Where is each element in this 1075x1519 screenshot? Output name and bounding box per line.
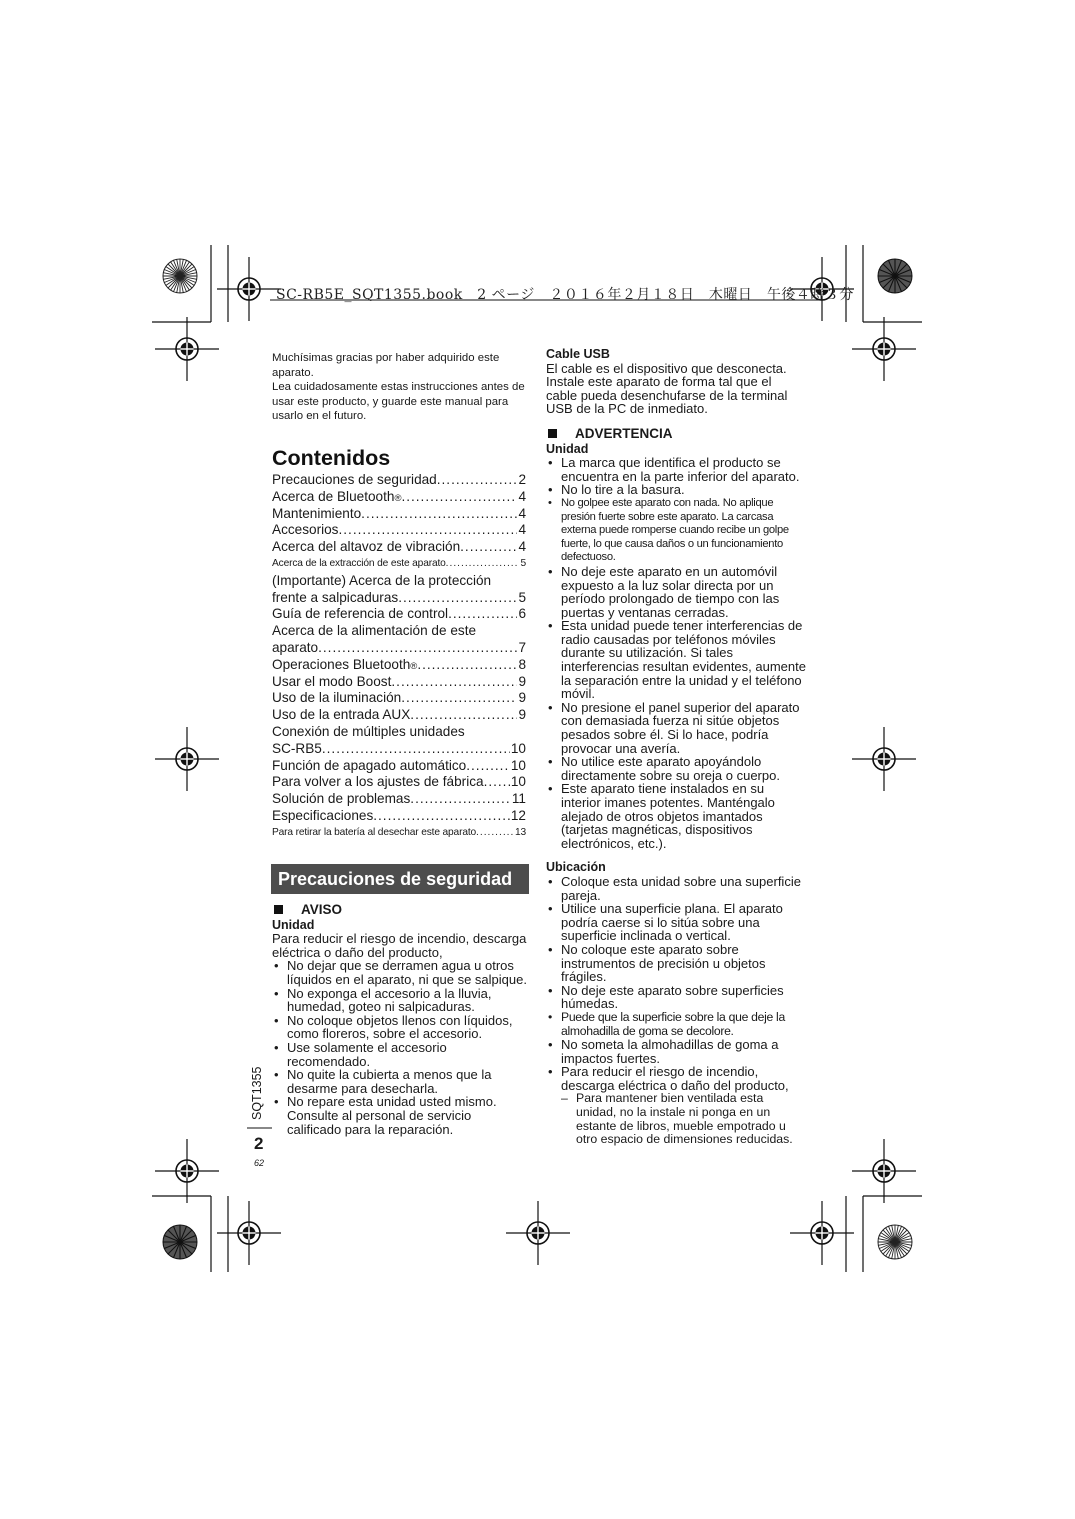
toc-entry-page: 8 [518, 656, 526, 672]
toc-leader-dots [373, 809, 510, 823]
toc-entry-page: 5 [520, 557, 526, 569]
toc-entry [272, 624, 526, 641]
toc-leader-dots [401, 490, 517, 504]
toc-entry [272, 523, 526, 540]
toc-entry-page: 10 [510, 740, 526, 756]
aviso-section [272, 903, 527, 1136]
toc-entry-page: 9 [518, 673, 526, 689]
toc-entry [272, 557, 526, 574]
toc-entry-label: Usar el modo Boost [272, 673, 392, 689]
toc-entry-page: 13 [514, 826, 526, 838]
square-bullet-icon [548, 429, 557, 438]
toc-entry [272, 658, 526, 675]
toc-entry-label: Operaciones Bluetooth [272, 656, 411, 672]
list-item: • Para reducir el riesgo de incendio, descarga eléctrica o daño del producto, [546, 1065, 806, 1092]
registered-mark: ® [394, 492, 402, 504]
toc-entry [272, 725, 526, 742]
toc-entry-page: 9 [518, 707, 526, 723]
ubicacion-dash-list [546, 1092, 806, 1146]
contents-title: Contenidos [272, 446, 391, 470]
toc-entry-label: Función de apagado automático [272, 757, 467, 773]
toc-leader-dots [410, 708, 517, 722]
toc-entry-page: 10 [510, 774, 526, 790]
toc-entry-label: Para volver a los ajustes de fábrica [272, 774, 484, 790]
list-item: • Utilice una superficie plana. El aparato podría caerse si lo sitúa sobre una superficie inclinada o vertical. [546, 902, 806, 943]
toc-entry-label: Precauciones de seguridad [272, 472, 437, 487]
toc-entry-label: Uso de la entrada AUX [272, 707, 411, 723]
list-item: • No lo tire a la basura. [546, 483, 806, 497]
list-item: • No quite la cubierta a menos que la desarme para desecharla. [272, 1068, 527, 1095]
aviso-lead: Para reducir el riesgo de incendio, descarga eléctrica o daño del producto, [272, 931, 527, 960]
toc-leader-dots [398, 591, 517, 605]
toc-entry [272, 775, 526, 792]
toc-leader-dots [338, 523, 517, 537]
toc-entry-label: Acerca de Bluetooth [272, 488, 395, 504]
advertencia-list [546, 456, 806, 850]
list-item: • Este aparato tiene instalados en su interior imanes potentes. Manténgalo alejado de otros objetos imantados (tarjetas magnéticas, dispositivos electrónicos, etc.). [546, 782, 806, 850]
toc-entry-label: Acerca de la extracción de este aparato [272, 557, 446, 569]
toc-entry [272, 607, 526, 624]
square-bullet-icon [274, 905, 283, 914]
toc-entry-label: Accesorios [272, 522, 339, 538]
toc-entry-label: Acerca del altavoz de vibración [272, 539, 461, 555]
toc-leader-dots [361, 507, 517, 521]
aviso-sub: Unidad [272, 917, 315, 932]
list-item: • No utilice este aparato apoyándolo directamente sobre su oreja o cuerpo. [546, 755, 806, 782]
toc-entry [272, 540, 526, 557]
list-item: • No presione el panel superior del aparato con demasiada fuerza ni sitúe objetos pesados sobre él. Si lo hace, podría provocar una avería. [546, 701, 806, 755]
toc-leader-dots [446, 557, 520, 571]
toc-entry-label: Especificaciones [272, 807, 374, 823]
intro-thanks: Muchísimas gracias por haber adquirido este aparato. [272, 352, 500, 379]
toc-entry-label: Conexión de múltiples unidades [272, 723, 465, 739]
usb-heading: Cable USB [546, 347, 610, 361]
usb-text: El cable es el dispositivo que desconecta. Instale este aparato de forma tal que el cable pueda desenchufarse de la terminal USB de la PC de inmediato. [546, 360, 788, 417]
toc-entry-page: 12 [510, 807, 526, 823]
toc-entry [272, 490, 526, 507]
toc-entry [272, 507, 526, 524]
list-item: • No golpee este aparato con nada. No aplique presión fuerte sobre este aparato. La carcasa externa puede romperse cuando recibe un golpe fuerte, lo que causa daños o un funcionamiento defectuoso. [546, 497, 806, 565]
document-code: SQT1355 [250, 1066, 264, 1120]
intro-instructions: Lea cuidadosamente estas instrucciones antes de usar este producto, y guarde este manual para usarlo en el futuro. [272, 381, 525, 423]
toc-entry-label: Acerca de la alimentación de este [272, 623, 477, 639]
list-item: • No deje este aparato en un automóvil expuesto a la luz solar directa por un período prolongado de tiempo con las puertas y ventanas cerradas. [546, 565, 806, 619]
toc-entry-page: 4 [518, 488, 526, 504]
toc-entry-page: 10 [510, 757, 526, 773]
toc-leader-dots [410, 792, 511, 806]
toc-leader-dots [318, 641, 517, 655]
toc-entry-label: SC-RB5 [272, 740, 322, 756]
toc-entry-page: 4 [518, 505, 526, 521]
toc-leader-dots [417, 658, 517, 672]
toc-entry-page: 7 [518, 639, 526, 655]
toc-entry-label: Mantenimiento [272, 505, 362, 521]
ubicacion-list [546, 875, 806, 1093]
toc-leader-dots [401, 691, 517, 705]
toc-leader-dots [466, 759, 510, 773]
toc-entry-page: 6 [518, 606, 526, 622]
list-item: – Para mantener bien ventilada esta unidad, no la instale ni ponga en un estante de libros, mueble empotrado u otro espacio de dimensiones reducidas. [546, 1092, 806, 1146]
list-item: • No coloque este aparato sobre instrumentos de precisión u objetos frágiles. [546, 943, 806, 984]
toc-leader-dots [322, 742, 510, 756]
list-item: • Esta unidad puede tener interferencias de radio causadas por teléfonos móviles durante su utilización. Si tales interferencias resultan evidentes, aumente la separación entre la unidad y el teléfono móvil. [546, 619, 806, 701]
toc-entry [272, 759, 526, 776]
toc-entry [272, 473, 526, 490]
list-item: • Puede que la superficie sobre la que deje la almohadilla de goma se decolore. [546, 1011, 806, 1038]
print-header: SC-RB5E_SQT1355.book 2 ページ ２０１６年２月１８日 木曜日 午後４時３分 [276, 287, 854, 303]
toc-leader-dots [476, 826, 514, 840]
toc-leader-dots [437, 473, 518, 487]
toc-entry [272, 591, 526, 608]
sheet-number: 62 [254, 1158, 265, 1168]
ubicacion-heading: Ubicación [546, 860, 606, 875]
toc-leader-dots [448, 607, 517, 621]
toc-entry-page: 9 [518, 690, 526, 706]
toc-entry-label: Para retirar la batería al desechar este aparato [272, 826, 477, 838]
registered-mark: ® [410, 660, 418, 672]
list-item: • No repare esta unidad usted mismo. Consulte al personal de servicio calificado para la reparación. [272, 1095, 527, 1136]
toc-leader-dots [484, 775, 510, 789]
toc-entry-label: (Importante) Acerca de la protección [272, 572, 492, 588]
toc-leader-dots [460, 540, 517, 554]
list-item: • No coloque objetos llenos con líquidos, como floreros, sobre el accesorio. [272, 1014, 527, 1041]
toc-entry-page: 4 [518, 539, 526, 555]
toc-entry-label: Solución de problemas [272, 791, 411, 807]
right-column [546, 348, 806, 1147]
toc-entry [272, 574, 526, 591]
list-item: • Use solamente el accesorio recomendado. [272, 1041, 527, 1068]
list-item: • No dejar que se derramen agua u otros líquidos en el aparato, ni que se salpique. [272, 959, 527, 986]
toc-entry [272, 826, 526, 843]
table-of-contents [272, 473, 526, 843]
list-item: • La marca que identifica el producto se encuentra en la parte inferior del aparato. [546, 456, 806, 483]
advertencia-heading: ADVERTENCIA [546, 427, 806, 441]
toc-entry [272, 691, 526, 708]
toc-entry [272, 809, 526, 826]
safety-banner: Precauciones de seguridad [271, 864, 529, 894]
aviso-heading: AVISO [272, 903, 527, 917]
toc-entry-page: 2 [518, 472, 526, 487]
toc-entry-page: 11 [511, 791, 526, 807]
page-number: 2 [254, 1134, 264, 1153]
toc-entry [272, 742, 526, 759]
intro-text [272, 351, 527, 424]
list-item: • No someta la almohadillas de goma a impactos fuertes. [546, 1038, 806, 1065]
toc-entry-label: Uso de la iluminación [272, 690, 402, 706]
list-item: • No deje este aparato sobre superficies húmedas. [546, 984, 806, 1011]
toc-entry [272, 675, 526, 692]
toc-entry-page: 4 [518, 522, 526, 538]
toc-entry-label: frente a salpicaduras [272, 589, 399, 605]
toc-entry-label: aparato [272, 639, 319, 655]
toc-entry [272, 708, 526, 725]
toc-leader-dots [391, 675, 517, 689]
aviso-list [272, 959, 527, 1136]
list-item: • Coloque esta unidad sobre una superficie pareja. [546, 875, 806, 902]
toc-entry-page: 5 [518, 589, 526, 605]
toc-entry [272, 641, 526, 658]
list-item: • No exponga el accesorio a la lluvia, humedad, goteo ni salpicaduras. [272, 987, 527, 1014]
toc-entry-label: Guía de referencia de control [272, 606, 449, 622]
toc-entry [272, 792, 526, 809]
advertencia-sub: Unidad [546, 441, 589, 456]
